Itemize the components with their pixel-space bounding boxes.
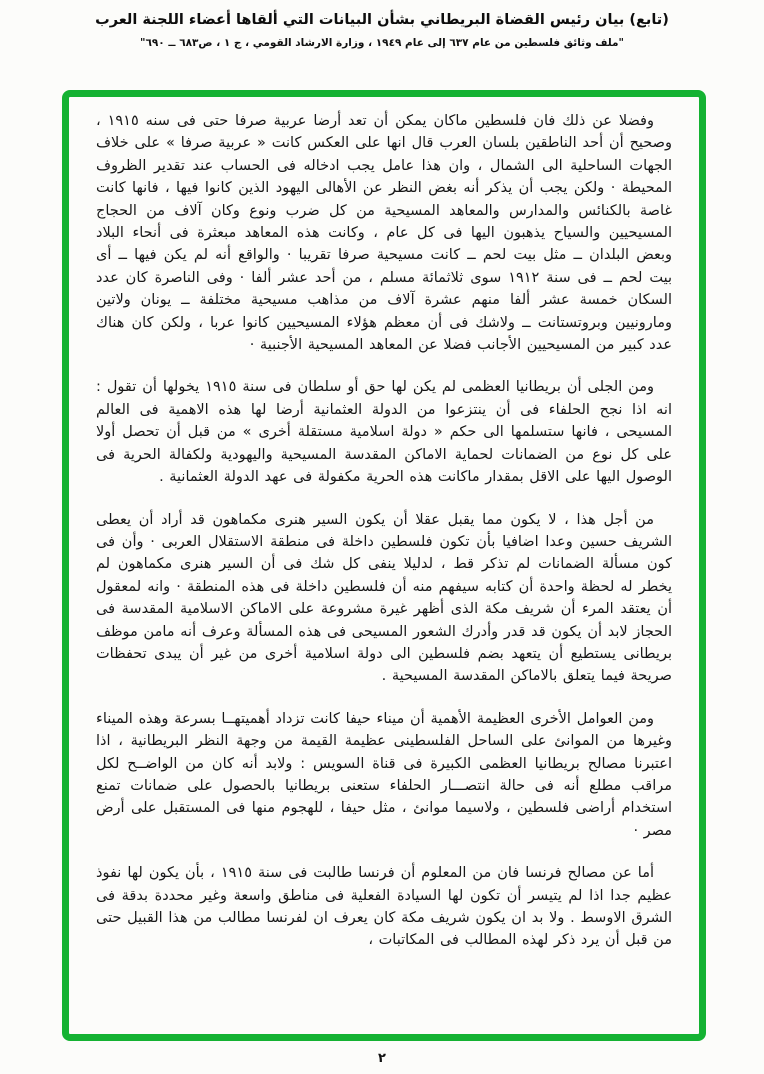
- body-paragraph-1: وفضلا عن ذلك فان فلسطين ماكان يمكن أن تعد أرضا عربية صرفا حتى فى سنه ١٩١٥ ، وصحيح أن أحد الناطقين بلسان العرب قال انها على العكس كانت « عربية صرفا » على خلاف الجهات الساحلية الى الشمال ، وان هذا عامل يجب ادخاله فى الحساب عند تقدير الظروف المحيطة · ولكن يجب أن يذكر أنه بغض النظر عن الأهالى اليهود الذين كانوا فيها ، فانها كانت غاصة بالكنائس والمدارس والمعاهد المسيحية من كل ضرب ونوع وكان آلاف من الحجاج المسيحيين والسياح يذهبون اليها فى كل عام ، وكانت هذه المعاهد مبعثرة فى أنحاء البلاد وبعض البلدان ــ مثل بيت لحم ــ كانت مسيحية صرفا تقريبا · والواقع أنه لم يكن فيها ــ أى بيت لحم ــ فى سنة ١٩١٢ سوى ثلاثمائة مسلم ، من أحد عشر ألفا · وفى الناصرة كان عدد السكان خمسة عشر ألفا منهم عشرة آلاف من مذاهب مسيحية مختلفة ــ يونان ولاتين ومارونيين وبروتستانت ــ ولاشك فى أن معظم هؤلاء المسيحيين كانوا عربا ، ولكن كان هناك عدد كبير من المسيحيين الأجانب فضلا عن المعاهد المسيحية الأجنبية ·: [96, 113, 672, 354]
- source-citation: "ملف وثائق فلسطين من عام ٦٣٧ إلى عام ١٩٤٩ ، وزارة الارشاد القومي ، ج ١ ، ص٦٨٣ ــ ٦٩٠": [139, 37, 625, 49]
- page-number: ٢: [378, 1051, 386, 1066]
- body-paragraph-3: من أجل هذا ، لا يكون مما يقبل عقلا أن يكون السير هنرى مكماهون قد أراد أن يعطى الشريف حسين وعدا اضافيا بأن تكون فلسطين داخلة فى منطقة الاستقلال العربى · وأن فى كون مسألة الضمانات لم تذكر قط ، لدليلا ينفى كل شك فى أن السير هنرى مكماهون لم يخطر له لحظة واحدة أن كتابه سيفهم منه أن فلسطين داخلة فى هذه المنطقة · وانه لمعقول أن يعتقد المرء أن شريف مكة الذى أظهر غيرة مشروعة على الاماكن الاسلامية المقدسة فى الحجاز لابد أن يكون قد قدر وأدرك الشعور المسيحى فى هذه المسألة وعرف أنه مامن موظف بريطانى يستطيع أن يتعهد بضم فلسطين الى دولة اسلامية أخرى من غير أن يبدى تحفظات صريحة فيما يتعلق بالاماكن المقدسة المسيحية .: [96, 511, 672, 685]
- body-paragraph-5: أما عن مصالح فرنسا فان من المعلوم أن فرنسا طالبت فى سنة ١٩١٥ ، بأن يكون لها نفوذ عظيم جدا اذا لم يتيسر أن تكون لها السيادة الفعلية فى مناطق واسعة وغير محددة بدقة فى الشرق الاوسط . ولا بد ان يكون شريف مكة كان يعرف ان لفرنسا مطالب من هذا القبيل حتى من قبل أن يرد ذكر لهذه المطالب فى المكاتبات ،: [96, 865, 672, 949]
- document-title: (تابع) بيان رئيس القضاة البريطاني بشأن البيانات التي ألقاها أعضاء اللجنة العرب: [95, 12, 669, 28]
- body-paragraph-4: ومن العوامل الأخرى العظيمة الأهمية أن ميناء حيفا كانت تزداد أهميتهــا بسرعة وهذه الميناء وغيرها من الموانئ على الساحل الفلسطينى عظيمة القيمة من وجهة النظر البريطانية ، اذا اعتبرنا مصالح بريطانيا العظمى الكبيرة فى قناة السويس : ولابد أنه كان من الواضــح لكل مراقب مطلع أنه فى حالة انتصـــار الحلفاء ستعنى بريطانيا بالحصول على ضمانات تمنع استخدام أراضى فلسطين ، ولاسيما موانئ ، مثل حيفا ، للهجوم منها فى المستقبل على أرض مصر ·: [96, 710, 672, 839]
- green-border-frame: [62, 90, 706, 1041]
- body-paragraph-2: ومن الجلى أن بريطانيا العظمى لم يكن لها حق أو سلطان فى سنة ١٩١٥ يخولها أن تقول : انه اذا نجح الحلفاء فى أن ينتزعوا من الدولة العثمانية أرضا لها هذه الاهمية فى العالم المسيحى ، فانها ستسلمها الى حكم « دولة اسلامية مستقلة أخرى » من قبل أن تحصل أولا على كل نوع من الضمانات لحماية الاماكن المقدسة المسيحية واليهودية ولكفالة الحرية فى الوصول اليها على الاقل بمقدار ماكانت هذه الحرية مكفولة فى عهد الدولة العثمانية .: [96, 379, 672, 486]
- page-header: [0, 12, 764, 49]
